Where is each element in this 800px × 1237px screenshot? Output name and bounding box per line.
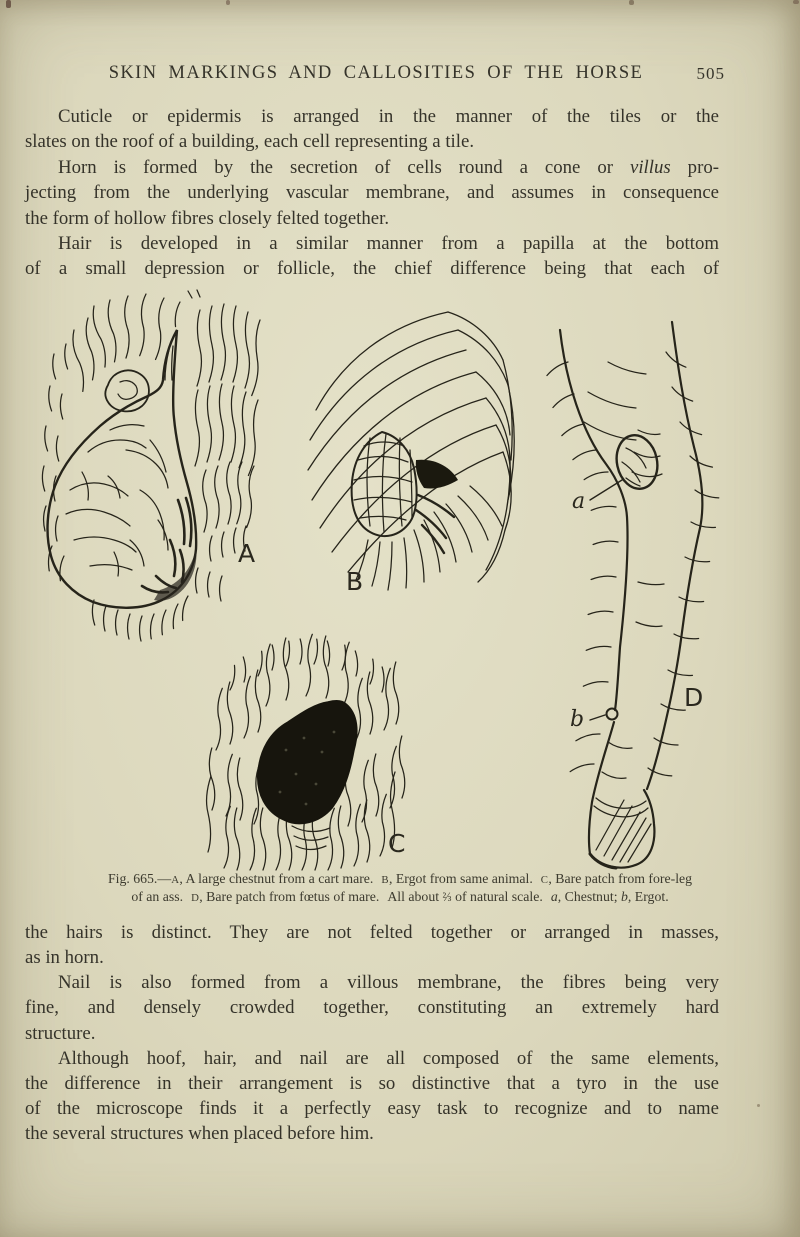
caption-segment: Fig. 665.— xyxy=(107,871,172,886)
scan-speck xyxy=(6,0,11,8)
page-header xyxy=(25,63,727,84)
caption-segment: All about xyxy=(387,888,443,904)
body-line: slates on the roof of a building, each cell representing a tile. xyxy=(25,131,475,153)
caption-segment: of an ass. xyxy=(131,888,184,904)
caption-fraction: ⅔ xyxy=(442,889,452,904)
figure-665 xyxy=(0,288,800,874)
figure-label-ergot: b xyxy=(570,707,585,732)
caption-line-1 xyxy=(40,871,760,889)
body-line: Hair is developed in a similar manner from a papilla at the bottom xyxy=(58,233,719,255)
body-line: the several structures when placed before him. xyxy=(25,1123,374,1145)
body-line: of a small depression or follicle, the chief difference being that each of xyxy=(25,258,719,280)
figure-label-b: B xyxy=(346,567,364,596)
body-line: structure. xyxy=(25,1022,96,1044)
caption-segment: , Bare patch from fœtus of mare. xyxy=(199,888,380,904)
caption-segment: , Ergot. xyxy=(627,888,669,904)
body-line-segment: pro- xyxy=(670,156,719,178)
caption-ref-d: D xyxy=(191,891,200,904)
body-line: the form of hollow fibres closely felted together. xyxy=(25,207,390,229)
body-line-segment: Horn is formed by the secretion of cells round a cone or xyxy=(58,156,630,178)
running-title: SKIN MARKINGS AND CALLOSITIES OF THE HORSE xyxy=(108,63,644,83)
scan-speck xyxy=(629,0,634,5)
illustration-c-bare-patch xyxy=(207,634,406,870)
page-number: 505 xyxy=(696,64,725,83)
body-line xyxy=(25,155,719,180)
figure-label-c: C xyxy=(388,829,406,858)
body-line: jecting from the underlying vascular membrane, and assumes in consequence xyxy=(25,182,719,204)
caption-segment: of natural scale. xyxy=(451,888,543,904)
figure-label-chestnut: a xyxy=(572,489,586,514)
body-line: Nail is also formed from a villous membrane, the fibres being very xyxy=(58,972,719,994)
caption-ref-b: B xyxy=(381,874,389,886)
figure-caption xyxy=(40,871,760,907)
scan-speck xyxy=(793,0,799,4)
illustration-b-ergot xyxy=(308,312,514,596)
caption-segment: , Bare patch from fore-leg xyxy=(548,871,693,886)
caption-segment: , A large chestnut from a cart mare. xyxy=(179,871,374,886)
scan-speck xyxy=(757,1104,760,1107)
caption-ref-chestnut: a xyxy=(550,888,558,904)
body-line: the hairs is distinct. They are not felted together or arranged in masses, xyxy=(25,922,719,943)
body-line: Although hoof, hair, and nail are all composed of the same elements, xyxy=(58,1047,719,1069)
caption-ref-c: C xyxy=(540,874,549,886)
body-text-bottom xyxy=(25,920,719,1146)
caption-ref-ergot: b xyxy=(620,888,628,904)
caption-ref-a: A xyxy=(171,874,180,886)
body-line: the difference in their arrangement is so distinctive that a tyro in the use xyxy=(25,1072,719,1094)
caption-segment: , Chestnut; xyxy=(557,888,621,904)
body-text-top xyxy=(25,104,719,282)
caption-line-2 xyxy=(40,889,760,907)
body-line: Cuticle or epidermis is arranged in the manner of the tiles or the xyxy=(58,106,719,127)
illustration-a-large-chestnut xyxy=(42,290,262,641)
italic-term-villus: villus xyxy=(630,156,671,178)
caption-segment: , Ergot from same animal. xyxy=(388,871,533,886)
body-line: as in horn. xyxy=(25,947,104,969)
body-line: fine, and densely crowded together, constituting an extremely hard xyxy=(25,997,719,1019)
figure-label-d: D xyxy=(684,683,704,712)
illustration-d-foetus-leg xyxy=(546,322,719,868)
body-line: of the microscope finds it a perfectly easy task to recognize and to name xyxy=(25,1098,719,1120)
figure-label-a: A xyxy=(238,539,256,568)
scan-speck xyxy=(226,0,230,5)
